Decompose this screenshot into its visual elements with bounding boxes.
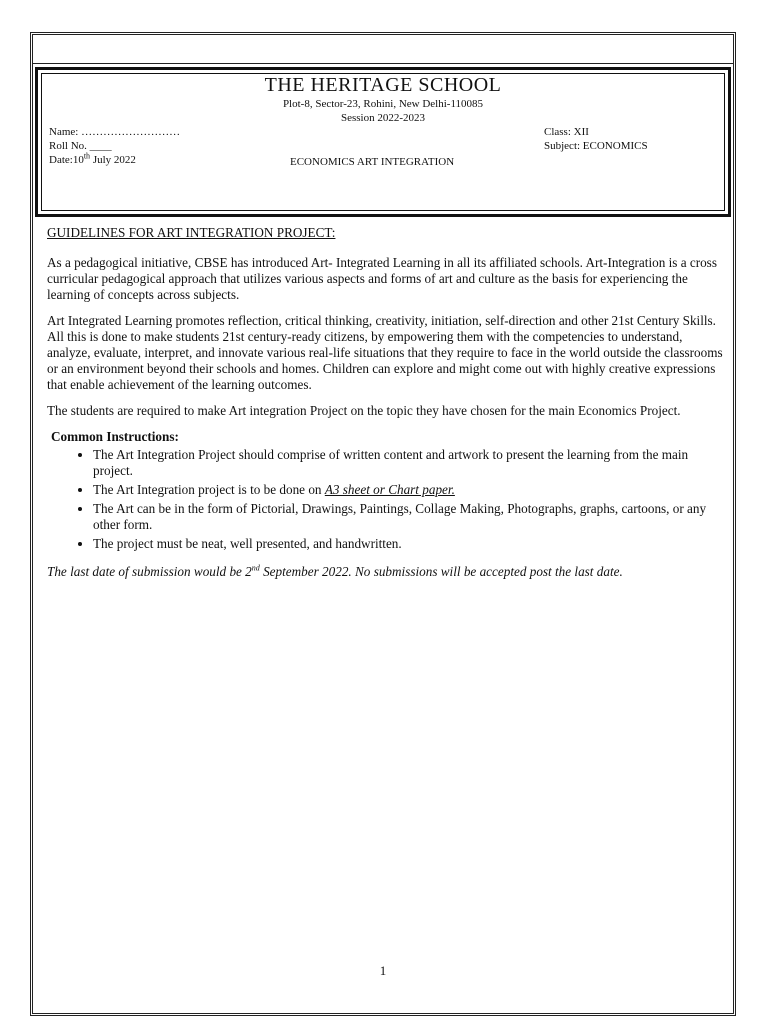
list-item: • The project must be neat, well presented, and handwritten. xyxy=(93,536,727,552)
date-suffix: July 2022 xyxy=(90,154,136,166)
top-strip xyxy=(33,35,733,64)
document-title: ECONOMICS ART INTEGRATION xyxy=(290,156,455,168)
list-item: • The Art Integration Project should comprise of written content and artwork to present the learning from the main project. xyxy=(93,447,727,479)
school-name: THE HERITAGE SCHOOL xyxy=(264,74,502,96)
date-field xyxy=(49,151,136,166)
roll-field: Roll No. ____ xyxy=(49,140,112,152)
note-suffix: September 2022. No submissions will be accepted post the last date. xyxy=(259,564,623,579)
paragraph-intro: As a pedagogical initiative, CBSE has introduced Art- Integrated Learning in all its affiliated schools. Art-Integration is a cross curricular pedagogical approach that utilizes various aspects and forms of art and culture as the basis for experiencing the learning of concepts across subjects. xyxy=(47,255,717,302)
name-field: Name: ……………………… xyxy=(49,126,181,138)
date-sup: th xyxy=(83,151,91,161)
paragraph-skills: Art Integrated Learning promotes reflection, critical thinking, creativity, initiation, self-direction and other 21st Century Skills. All this is done to make students 21st century-ready citizens, by empowering them with the competencies to understand, analyze, evaluate, interpret, and innovate various real-life situations that they require to face in the world outside the classrooms or an environment beyond their schools and homes. Children can explore and might come out with highly creative expressions that enable achievement of the learning outcomes. xyxy=(47,313,723,392)
paragraph-requirement: The students are required to make Art integration Project on the topic they have chosen for the main Economics Project. xyxy=(47,403,681,418)
instructions-title: Common Instructions: xyxy=(51,429,179,444)
school-address: Plot-8, Sector-23, Rohini, New Delhi-110085 xyxy=(282,98,484,110)
instructions-list xyxy=(47,447,727,552)
page-border xyxy=(30,32,736,1016)
submission-note xyxy=(47,564,727,580)
note-prefix: The last date of submission would be 2 xyxy=(47,564,252,579)
guidelines-heading: GUIDELINES FOR ART INTEGRATION PROJECT: xyxy=(47,225,336,240)
class-field: Class: XII xyxy=(544,126,589,138)
sheet-emphasis: A3 sheet or Chart paper. xyxy=(324,482,455,497)
list-item xyxy=(93,482,727,498)
date-prefix: Date:10 xyxy=(49,154,84,166)
content xyxy=(47,225,727,590)
subject-field: Subject: ECONOMICS xyxy=(544,140,648,152)
page-number: 1 xyxy=(379,963,387,978)
note-sup: nd xyxy=(251,563,260,573)
header-box xyxy=(35,67,731,217)
instruction-text: The Art Integration project is to be done on xyxy=(93,482,325,497)
session: Session 2022-2023 xyxy=(340,112,426,124)
list-item: • The Art can be in the form of Pictorial, Drawings, Paintings, Collage Making, Photographs, graphs, cartoons, or any other form. xyxy=(93,501,727,533)
